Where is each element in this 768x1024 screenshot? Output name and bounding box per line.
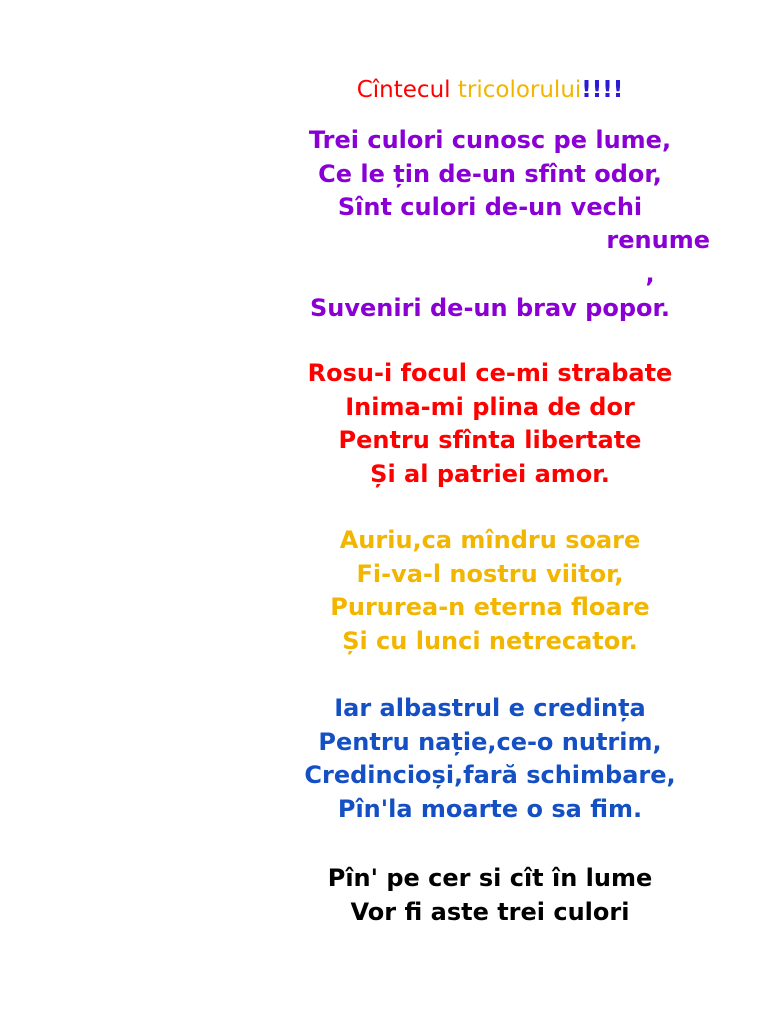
stanza-3-line-1: Auriu,ca mîndru soare: [339, 526, 641, 554]
stanza-2: [0, 357, 768, 491]
stanza-5-line-2: Vor fi aste trei culori: [350, 897, 630, 926]
stanza-2-line-1: Rosu-i focul ce-mi strabate: [307, 359, 673, 387]
title-exclamations: !!!!: [581, 77, 624, 103]
stanza-3-line-2: Fi-va-l nostru viitor,: [356, 559, 624, 588]
title-word-tricolorului: tricolorului: [457, 77, 582, 103]
stanza-5: [0, 862, 768, 929]
stanza-4-line-4: Pîn'la moarte o sa fim.: [337, 794, 643, 823]
poem-title: [0, 74, 768, 106]
stanza-3: [0, 524, 768, 658]
title-word-cintecul: Cîntecul: [356, 77, 458, 103]
stanza-1-line-1: Trei culori cunosc pe lume,: [308, 126, 672, 154]
stanza-1-line-3: Sînt culori de-un vechi: [337, 193, 643, 221]
stanza-4-line-3: Credincioși,fară schimbare,: [304, 761, 676, 789]
stanza-4-line-2: Pentru nație,ce-o nutrim,: [318, 727, 662, 756]
stanza-1-line-3-wrapped-word: renume: [606, 226, 710, 254]
stanza-1-line-4: Suveniri de-un brav popor.: [309, 293, 671, 322]
stanza-4-line-1: Iar albastrul e credința: [334, 694, 646, 722]
stanza-2-line-4: Și al patriei amor.: [370, 459, 610, 488]
stanza-3-line-4: Și cu lunci netrecator.: [342, 626, 638, 655]
stanza-3-line-3: Pururea-n eterna floare: [330, 593, 650, 621]
stanza-1-line-2: Ce le țin de-un sfînt odor,: [318, 159, 662, 188]
stanza-5-line-1: Pîn' pe cer si cît în lume: [327, 864, 653, 892]
stanza-4: [0, 692, 768, 826]
stanza-2-line-2: Inima-mi plina de dor: [345, 392, 635, 421]
stanza-2-line-3: Pentru sfînta libertate: [338, 426, 642, 454]
stanza-1-line-3-wrapped-comma: ,: [645, 260, 655, 288]
